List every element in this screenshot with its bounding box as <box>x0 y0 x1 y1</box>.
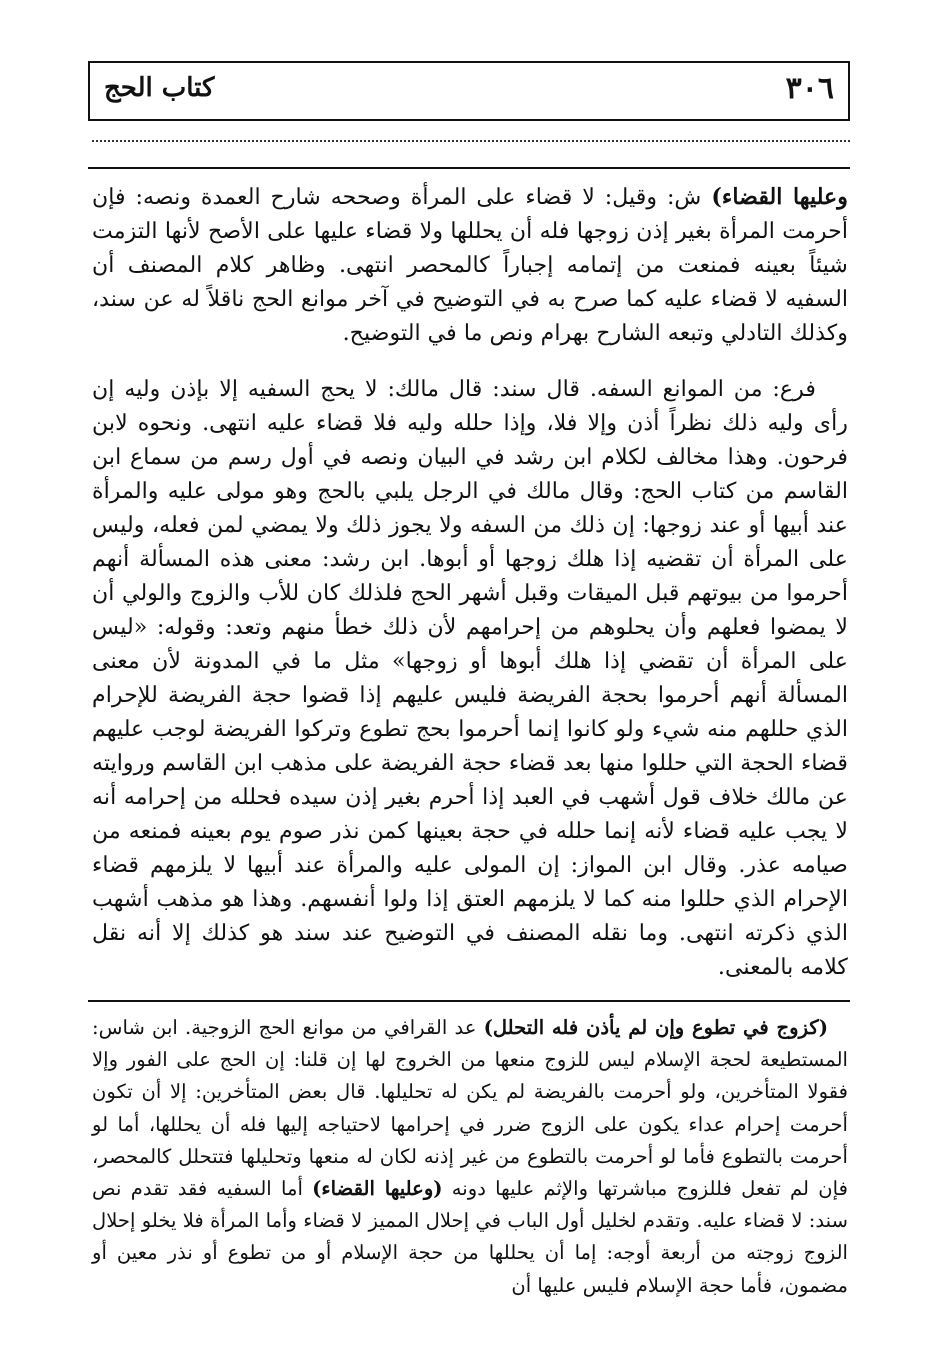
footnote-paragraph <box>92 1012 848 1302</box>
quoted-matn: وعليها القضاء) <box>711 184 848 210</box>
footnote-rule <box>88 1000 850 1002</box>
paragraph-2: فرع: من الموانع السفه. قال سند: قال مالك: لا يحج السفيه إلا بإذن وليه إن رأى وليه ذلك نظراً أذن وإلا فلا، وإذا حلله وليه فلا قضاء عليه انتهى. ونحوه لابن فرحون. وهذا مخالف لكلام ابن رشد في البيان ونصه في أول رسم من سماع ابن القاسم من كتاب الحج: وقال مالك في الرجل يلبي بالحج وهو مولى عليه والمرأة عند أبيها أو عند زوجها: إن ذلك من السفه ولا يجوز ذلك ولا يمضي لمن فعله، وليس على المرأة أن تقضيه إذا هلك زوجها أو أبوها. ابن رشد: معنى هذه المسألة أنهم أحرموا من بيوتهم قبل الميقات وقبل أشهر الحج فلذلك كان للأب والزوج والولي أن لا يمضوا فعلهم وأن يحلوهم من إحرامهم لأن ذلك خطأ منهم وتعد: وقوله: «ليس على المرأة أن تقضي إذا هلك أبوها أو زوجها» مثل ما في المدونة لأن معنى المسألة أنهم أحرموا بحجة الفريضة فليس عليهم إذا قضوا حجة الفريضة للإحرام الذي حللهم منه شيء ولو كانوا إنما أحرموا بحج تطوع وتركوا الفريضة لوجب عليهم قضاء الحجة التي حللوا منها بعد قضاء حجة الفريضة على مذهب ابن القاسم وروايته عن مالك خلاف قول أشهب في العبد إذا أحرم بغير إذن سيده فحلله من إحرامه أنه لا يجب عليه قضاء لأنه إنما حلله في حجة بعينها كمن نذر صوم يوم بعينه فمنعه من صيامه عذر. وقال ابن المواز: إن المولى عليه والمرأة عند أبيها لا يلزمهم قضاء الإحرام الذي حللوا منه كما لا يلزمهم العتق إذا ولوا أنفسهم. وهذا هو مذهب أشهب الذي ذكرته انتهى. وما نقله المصنف في التوضيح عند سند هو كذلك إلا أنه نقل كلامه بالمعنى. <box>92 376 848 980</box>
main-commentary <box>92 180 848 984</box>
footnote-text-2: أما السفيه فقد تقدم نص سند: لا قضاء عليه. وتقدم لخليل أول الباب في إحلال المميز لا قضاء وأما المرأة فلا يخلو إحلال الزوج زوجته من أربعة أوجه: إما أن يحللها من حجة الإسلام أو من تطوع أو نذر معين أو مضمون، فأما حجة الإسلام فليس عليها أن <box>92 1177 848 1297</box>
page-number: ٣٠٦ <box>785 71 834 106</box>
paragraph-1 <box>92 180 848 350</box>
footnote-quoted-matn: (كزوج في تطوع وإن لم يأذن فله التحلل) <box>483 1016 828 1039</box>
footnote-text-1: عد القرافي من موانع الحج الزوجية. ابن شاس: المستطيعة لحجة الإسلام ليس للزوج منعها من الخروج لها إن قلنا: إن الحج على الفور وإلا فقولا المتأخرين، ولو أحرمت بالفريضة لم يكن له تحليلها. قال بعض المتأخرين: إلا أن تكون أحرمت إحرام عداء يكون على الزوج ضرر في إحرامها لاحتياجه إليها فله أن يحللها، أما لو أحرمت بالتطوع فأما لو أحرمت بالتطوع من غير إذنه لكان له منعها وتحليلها فتتحلل كالمحصر، فإن لم تفعل فللزوج مباشرتها والإثم عليها دونه <box>92 1016 849 1201</box>
dotted-separator <box>92 140 850 142</box>
footnote-quoted-matn-2: (وعليها القضاء) <box>312 1177 443 1201</box>
top-rule <box>88 167 850 169</box>
running-header <box>88 61 850 121</box>
book-title: كتاب الحج <box>104 73 215 103</box>
paragraph-1-text: ش: وقيل: لا قضاء على المرأة وصححه شارح العمدة ونصه: فإن أحرمت المرأة بغير إذن زوجها فله أن يحللها ولا قضاء عليها على الأصح لأنها التزمت شيئاً بعينه فمنعت من إتمامه إجباراً كالمحصر انتهى. وظاهر كلام المصنف أن السفيه لا قضاء عليه كما صرح به في التوضيح في آخر موانع الحج ناقلاً له عن سند، وكذلك التادلي وتبعه الشارح بهرام ونص ما في التوضيح. <box>92 184 848 346</box>
lower-commentary <box>92 1012 848 1302</box>
